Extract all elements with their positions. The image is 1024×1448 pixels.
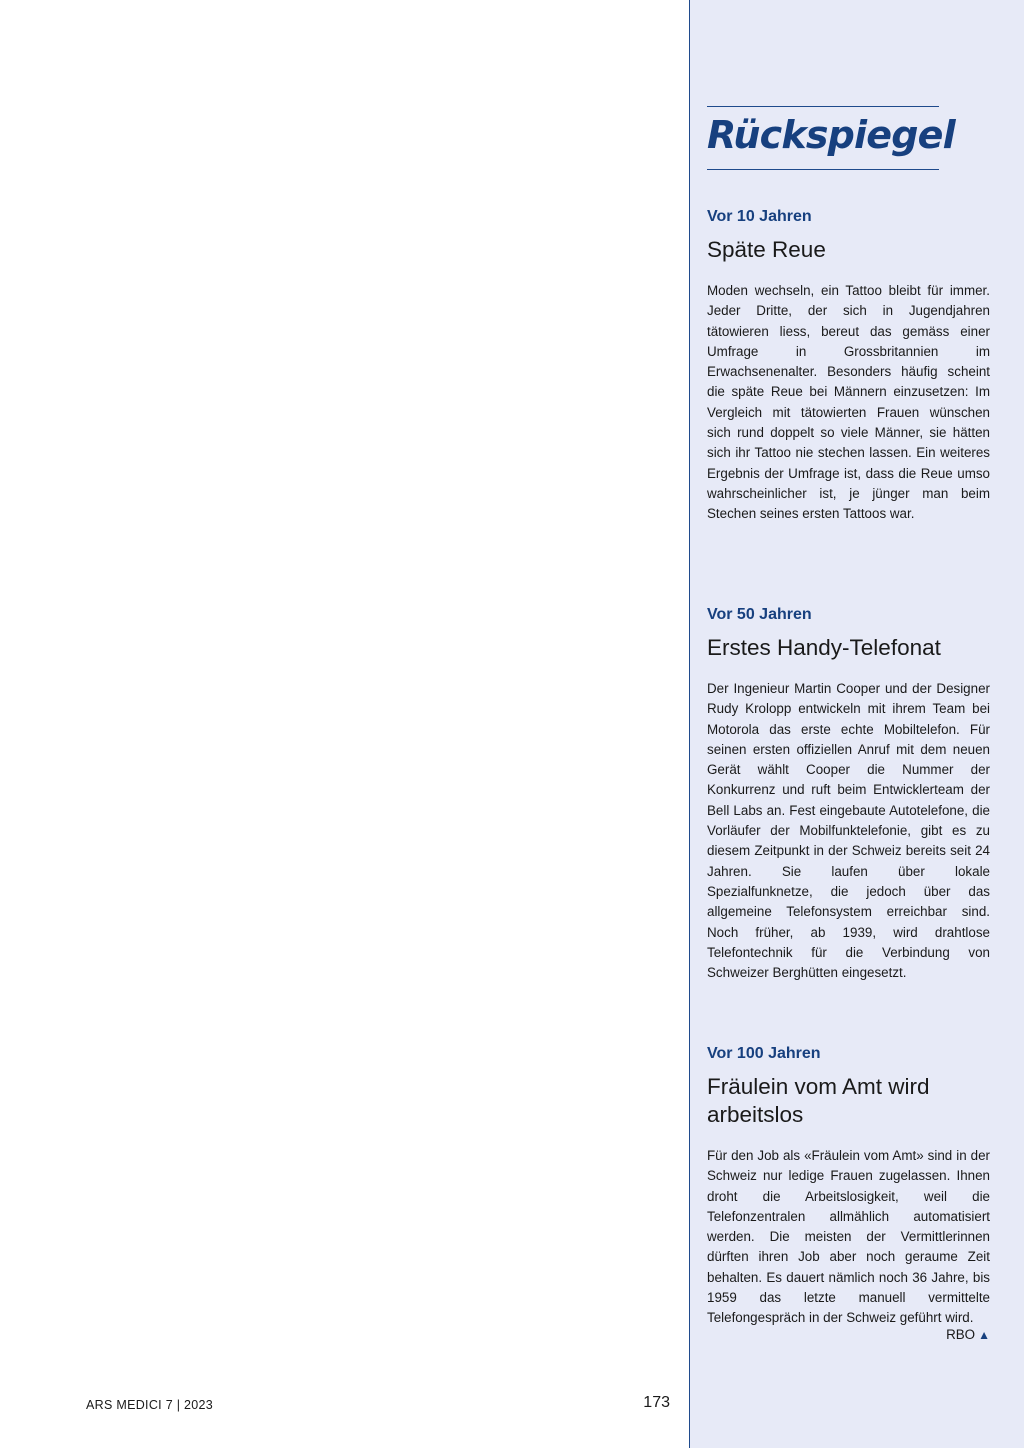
section-headline: Späte Reue [707,237,826,262]
title-block [707,106,955,170]
section-kicker: Vor 10 Jahren [707,208,812,225]
page-number: 173 [643,1394,670,1411]
author-signature [900,1327,990,1342]
end-triangle-icon: ▲ [978,1328,990,1342]
publication-footer: ARS MEDICI 7 | 2023 [86,1398,214,1412]
section-kicker: Vor 50 Jahren [707,606,812,623]
section-body: Für den Job als «Fräulein vom Amt» sind in der Schweiz nur ledige Frauen zugelassen. Ihnen droht die Arbeitslosigkeit, weil die Telefonzentralen allmählich automatisiert werden. Die meisten der Vermittlerinnen dürften ihren Job aber noch geraume Zeit behalten. Es dauert nämlich noch 36 Jahre, bis 1959 das letzte manuell vermittelte Telefongespräch in der Schweiz geführt wird. [707,1148,990,1326]
signature-text: RBO [946,1327,976,1342]
section-headline: Erstes Handy-Telefonat [707,635,941,660]
page-title: Rückspiegel [707,113,955,157]
section-headline: Fräulein vom Amt wird arbeitslos [707,1074,930,1127]
section-50-years [707,605,990,983]
section-10-years [707,207,990,525]
section-body: Der Ingenieur Martin Cooper und der Designer Rudy Krolopp entwickeln mit ihrem Team bei Motorola das erste echte Mobiltelefon. Für seinen ersten offiziellen Anruf mit dem neuen Gerät wählt Cooper die Nummer der Konkurrenz und ruft beim Entwicklerteam der Bell Labs an. Fest eingebaute Autotelefone, die Vorläufer der Mobilfunktelefonie, gibt es zu diesem Zeitpunkt in der Schweiz bereits seit 24 Jahren. Sie laufen über lokale Spezialfunknetze, die jedoch über das allgemeine Telefonsystem erreichbar sind. Noch früher, ab 1939, wird drahtlose Telefontechnik für die Verbindung von Schweizer Berghütten eingesetzt. [707,681,990,981]
section-body: Moden wechseln, ein Tattoo bleibt für immer. Jeder Dritte, der sich in Jugendjahren tätowieren liess, bereut das gemäss einer Umfrage in Grossbritannien im Erwachsenenalter. Besonders häufig scheint die späte Reue bei Männern einzusetzen: Im Vergleich mit tätowierten Frauen wünschen sich rund doppelt so viele Männer, sie hätten sich ihr Tattoo nie stechen lassen. Ein weiteres Ergebnis der Umfrage ist, dass die Reue umso wahrscheinlicher ist, je jünger man beim Stechen seines ersten Tattoos war. [707,283,990,522]
section-kicker: Vor 100 Jahren [707,1045,821,1062]
section-100-years [707,1044,990,1329]
